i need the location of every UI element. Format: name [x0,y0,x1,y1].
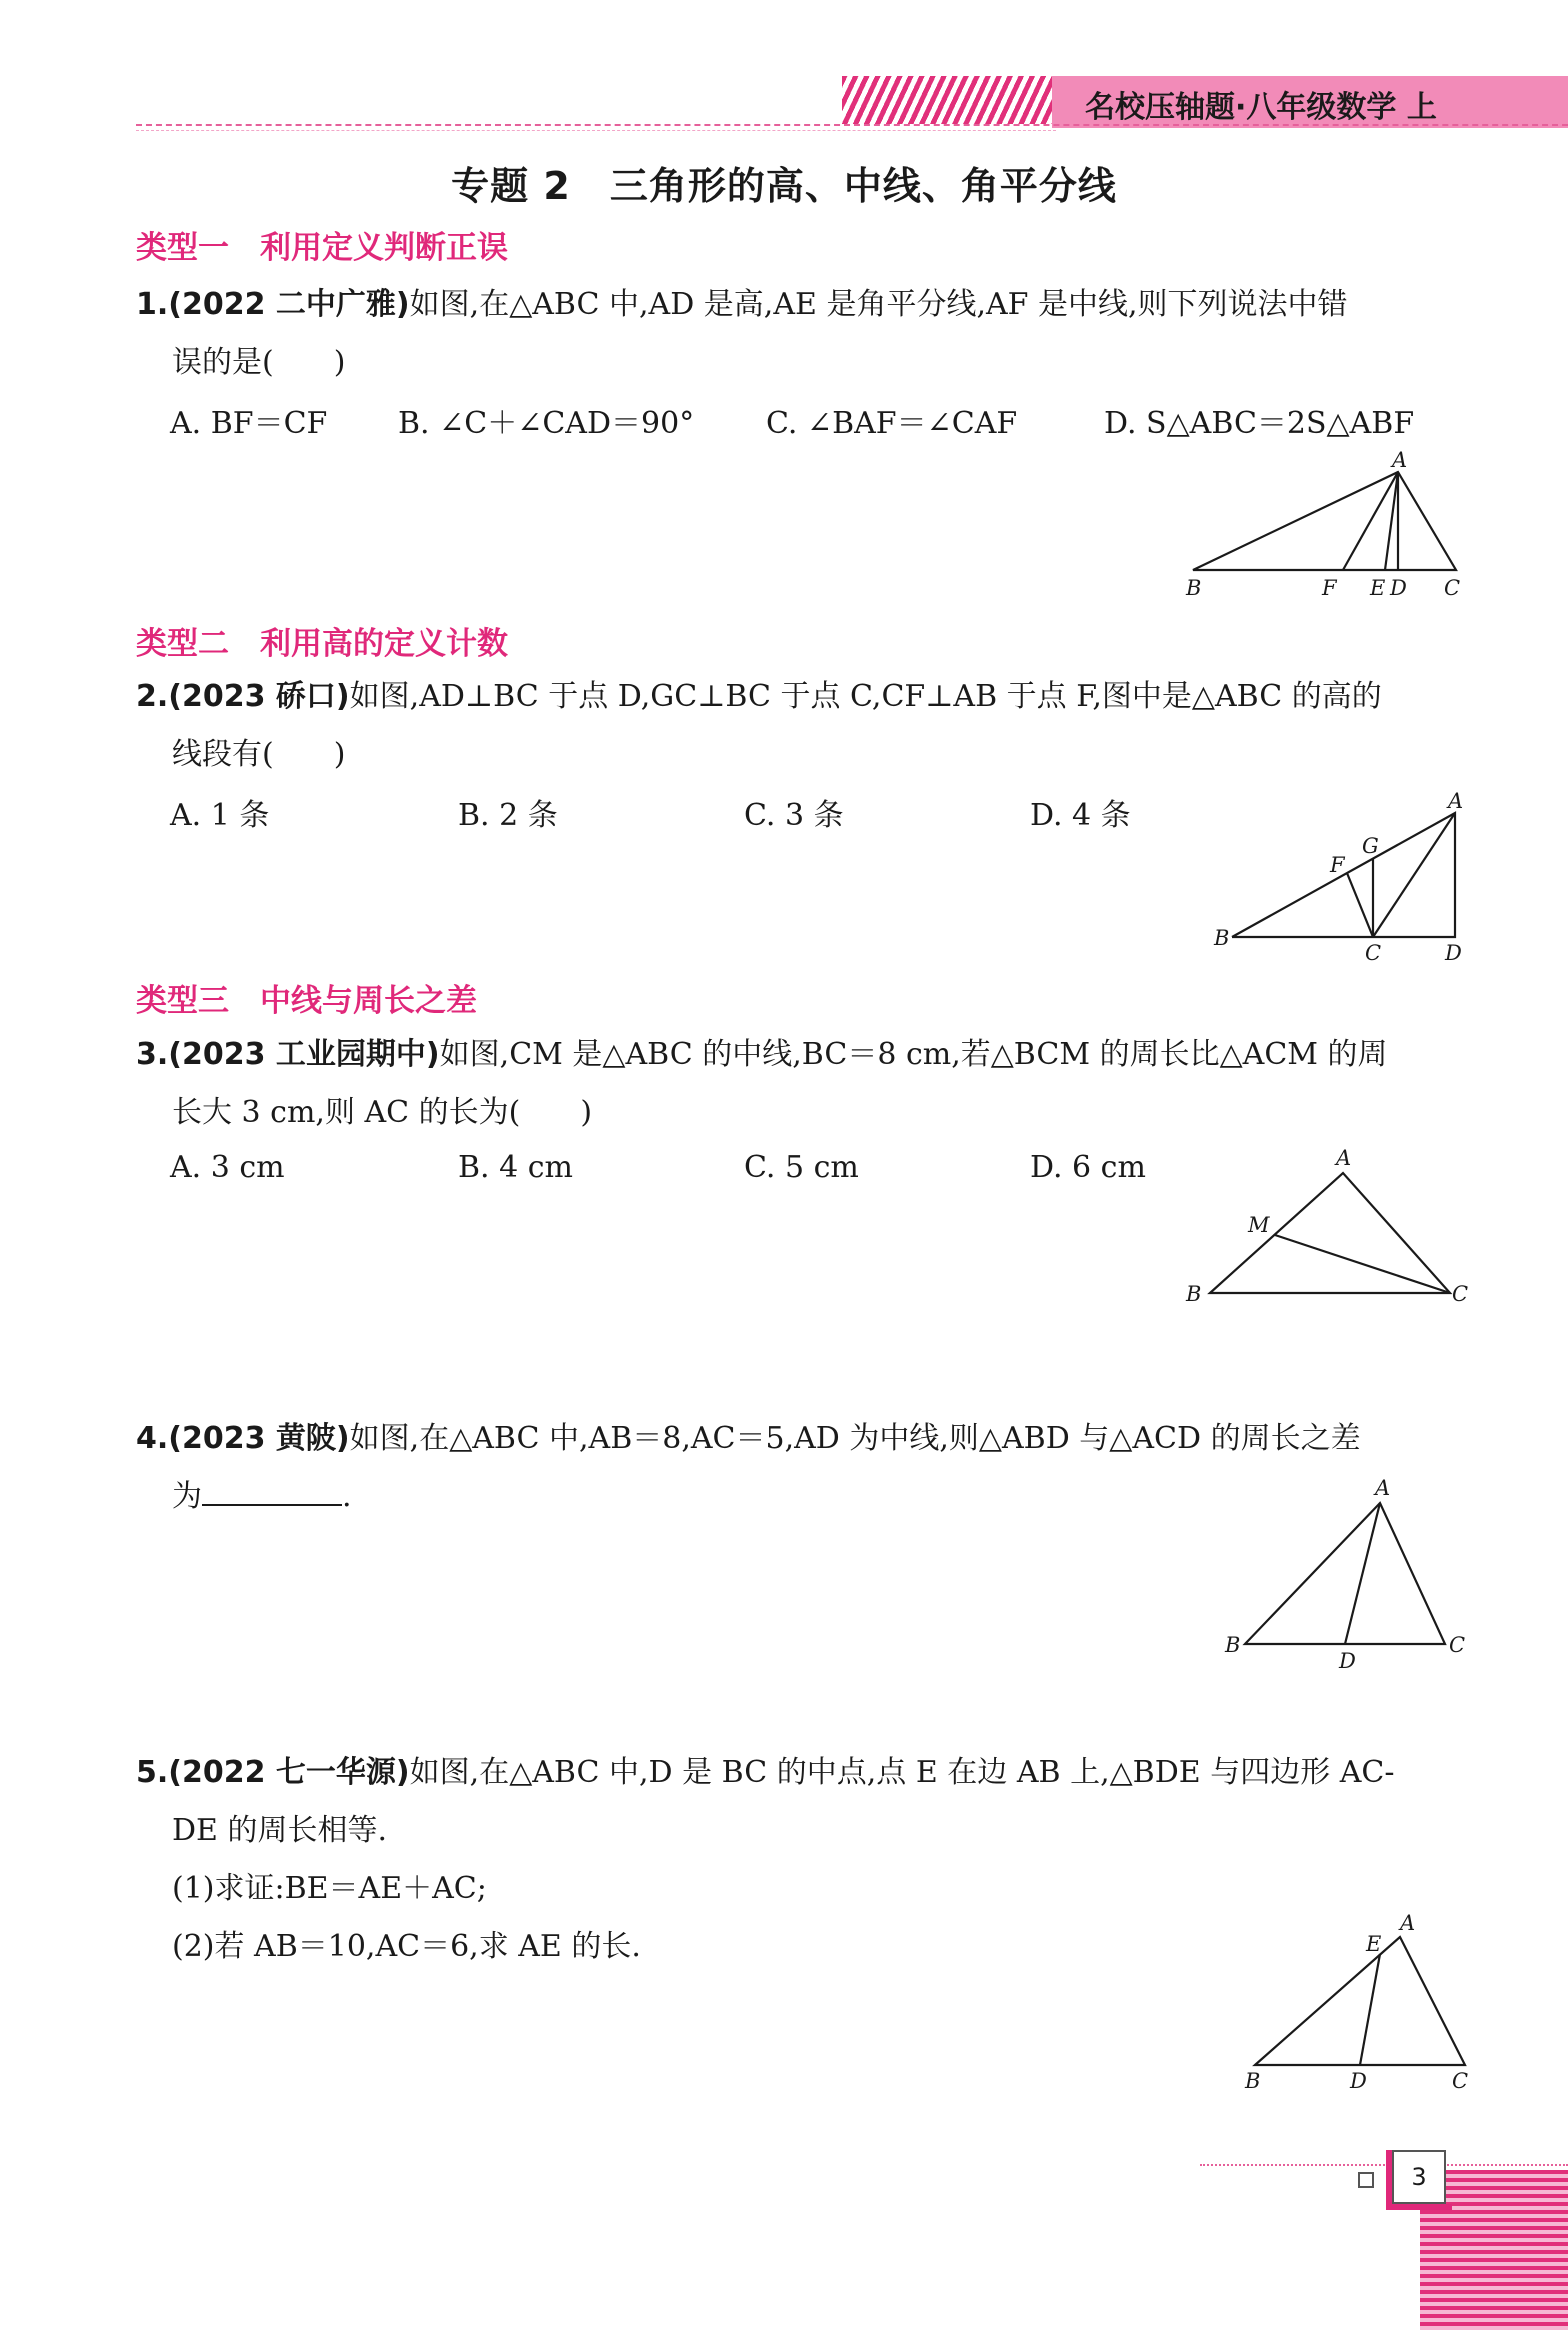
q1-option-c: C. ∠BAF＝∠CAF [766,406,1018,441]
page-number: 3 [1392,2150,1446,2204]
question-1 [136,276,1476,392]
question-text-line2: DE 的周长相等. [172,1813,388,1848]
header-divider [136,124,1568,126]
q2-label-a: A [1448,789,1464,813]
header-divider-secondary [136,130,1056,131]
q2-perpendicular-cf [1347,873,1373,937]
question-part-2: (2)若 AB＝10,AC＝6,求 AE 的长. [172,1929,641,1964]
question-text-line2-prefix: 为 [172,1479,202,1514]
q5-label-d: D [1350,2069,1367,2093]
q1-median-af [1343,472,1398,570]
question-source: (2023 工业园期中) [168,1037,440,1072]
q4-label-b: B [1225,1633,1241,1657]
q1-option-d: D. S△ABC＝2S△ABF [1104,406,1415,441]
q5-label-a: A [1400,1911,1416,1935]
question-2 [136,668,1476,784]
q5-label-c: C [1452,2069,1469,2093]
footer-divider [1200,2164,1568,2166]
q5-triangle-abc [1255,1937,1465,2065]
q1-option-b: B. ∠C＋∠CAD＝90° [398,406,695,441]
question-source: (2023 黄陂) [168,1421,350,1456]
footer-square-icon [1358,2172,1374,2188]
q1-label-e: E [1370,576,1386,600]
q3-option-d: D. 6 cm [1030,1150,1146,1185]
answer-blank[interactable] [202,1476,342,1506]
q2-side-ac [1373,813,1455,937]
question-number: 5. [136,1755,169,1790]
q2-triangle-figure [1205,785,1495,965]
question-source: (2022 二中广雅) [168,287,410,322]
q1-triangle-abc [1193,472,1456,570]
header-series-title: 名校压轴题·八年级数学 上 [1085,90,1437,125]
q2-label-f: F [1330,853,1345,877]
question-part-1: (1)求证:BE＝AE＋AC; [172,1871,487,1906]
q1-label-c: C [1444,576,1461,600]
q4-label-a: A [1375,1476,1391,1500]
question-number: 2. [136,679,169,714]
q1-label-b: B [1186,576,1202,600]
q2-label-g: G [1362,834,1379,858]
q4-triangle-figure [1215,1470,1495,1680]
header-stripes [842,76,1052,124]
page-title: 专题 2 三角形的高、中线、角平分线 [451,164,1117,208]
question-source: (2023 硚口) [168,679,350,714]
section-heading-1: 类型一 利用定义判断正误 [136,230,508,266]
q4-triangle-abc [1245,1503,1445,1644]
question-number: 3. [136,1037,169,1072]
q2-label-c: C [1365,941,1382,965]
q5-triangle-figure [1240,1910,1500,2093]
q3-triangle-abc [1210,1173,1450,1293]
q1-label-a: A [1392,448,1408,472]
q1-triangle-figure [1180,448,1480,605]
question-number: 1. [136,287,169,322]
question-text-line2: 误的是( ) [172,345,346,380]
q4-label-c: C [1449,1633,1466,1657]
q3-label-a: A [1336,1146,1352,1170]
question-text-line2: 线段有( ) [172,737,346,772]
section-heading-3: 类型三 中线与周长之差 [136,983,477,1019]
question-number: 4. [136,1421,169,1456]
q3-option-b: B. 4 cm [458,1150,573,1185]
q1-bisector-ae [1385,472,1398,570]
question-text-line1: 如图,在△ABC 中,AD 是高,AE 是角平分线,AF 是中线,则下列说法中错 [409,287,1348,322]
question-source: (2022 七一华源) [168,1755,410,1790]
q2-option-c: C. 3 条 [744,798,844,833]
question-text-line1: 如图,AD⊥BC 于点 D,GC⊥BC 于点 C,CF⊥AB 于点 F,图中是△ABC 的高的 [349,679,1382,714]
q5-label-b: B [1245,2069,1261,2093]
question-text-line1: 如图,CM 是△ABC 的中线,BC＝8 cm,若△BCM 的周长比△ACM 的周 [439,1037,1388,1072]
q1-option-a: A. BF＝CF [170,406,328,441]
q3-label-b: B [1186,1282,1202,1306]
q2-option-b: B. 2 条 [458,798,558,833]
q3-label-c: C [1452,1282,1469,1306]
section-heading-2: 类型二 利用高的定义计数 [136,626,508,662]
q1-label-d: D [1390,576,1407,600]
q1-label-f: F [1322,576,1337,600]
question-text-line2-suffix: . [342,1479,352,1514]
question-3 [136,1026,1476,1142]
question-text-line1: 如图,在△ABC 中,AB＝8,AC＝5,AD 为中线,则△ABD 与△ACD 的周长之差 [349,1421,1361,1456]
q4-label-d: D [1339,1649,1356,1673]
q2-option-a: A. 1 条 [170,798,270,833]
q3-option-a: A. 3 cm [170,1150,285,1185]
q3-label-m: M [1248,1213,1270,1237]
q3-triangle-figure [1180,1140,1480,1320]
q5-label-e: E [1366,1932,1382,1956]
q2-option-d: D. 4 条 [1030,798,1131,833]
q3-option-c: C. 5 cm [744,1150,859,1185]
q4-median-ad [1345,1503,1380,1644]
q2-label-b: B [1214,926,1230,950]
question-text-line1: 如图,在△ABC 中,D 是 BC 的中点,点 E 在边 AB 上,△BDE 与四边形 AC- [409,1755,1395,1790]
question-text-line2: 长大 3 cm,则 AC 的长为( ) [172,1095,593,1130]
q2-label-d: D [1445,941,1462,965]
